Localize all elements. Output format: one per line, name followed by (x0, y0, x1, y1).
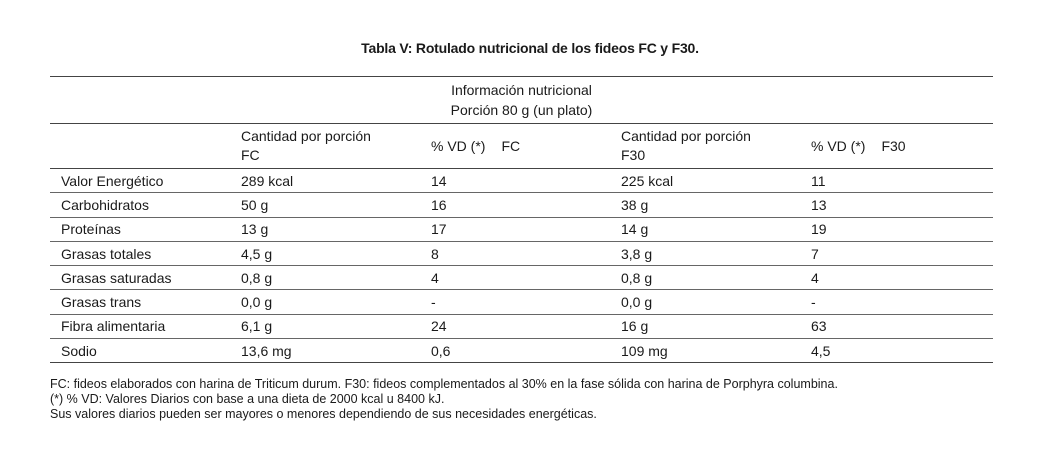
cell-f30-vd: 11 (800, 169, 993, 193)
cell-fc-amount: 4,5 g (230, 241, 420, 265)
col-header-fc-amount (230, 124, 420, 169)
cell-fc-vd: 0,6 (420, 339, 610, 363)
portion-label: Porción 80 g (un plato) (450, 102, 593, 118)
cell-fc-vd: 14 (420, 169, 610, 193)
table-row (50, 169, 993, 193)
cell-fc-amount: 0,8 g (230, 266, 420, 290)
cell-fc-vd: 24 (420, 314, 610, 338)
cell-nutrient: Fibra alimentaria (50, 314, 230, 338)
col-header-fc-amount-line1: Cantidad por porción (241, 128, 371, 144)
cell-nutrient: Grasas totales (50, 241, 230, 265)
info-title: Información nutricional (451, 82, 592, 98)
cell-f30-vd: 13 (800, 193, 993, 217)
cell-f30-vd: 4,5 (800, 339, 993, 363)
col-header-f30-amount-line2: F30 (621, 147, 646, 163)
cell-f30-amount: 225 kcal (610, 169, 800, 193)
cell-fc-vd: 16 (420, 193, 610, 217)
table-row (50, 314, 993, 338)
cell-fc-vd: - (420, 290, 610, 314)
cell-f30-amount: 16 g (610, 314, 800, 338)
cell-fc-amount: 6,1 g (230, 314, 420, 338)
cell-f30-amount: 3,8 g (610, 241, 800, 265)
cell-nutrient: Proteínas (50, 217, 230, 241)
cell-f30-vd: 63 (800, 314, 993, 338)
col-header-f30-vd-suffix: F30 (881, 137, 906, 154)
column-header-row (50, 124, 993, 169)
table-row (50, 193, 993, 217)
cell-fc-vd: 8 (420, 241, 610, 265)
col-header-f30-vd-label: % VD (*) (811, 137, 866, 154)
col-header-fc-vd-suffix: FC (501, 137, 521, 154)
cell-fc-vd: 4 (420, 266, 610, 290)
cell-f30-amount: 109 mg (610, 339, 800, 363)
footnote-abbreviations: FC: fideos elaborados con harina de Triticum durum. F30: fideos complementados al 30% en la fase sólida con harina de Porphyra columbina. (50, 377, 838, 391)
table-row (50, 241, 993, 265)
col-header-f30-amount (610, 124, 800, 169)
cell-f30-vd: 19 (800, 217, 993, 241)
nutrition-table (50, 76, 993, 363)
col-header-fc-vd (420, 124, 610, 169)
cell-nutrient: Carbohidratos (50, 193, 230, 217)
cell-f30-vd: 4 (800, 266, 993, 290)
cell-fc-vd: 17 (420, 217, 610, 241)
cell-f30-amount: 0,8 g (610, 266, 800, 290)
info-header-cell (50, 77, 993, 124)
col-header-fc-amount-line2: FC (241, 147, 260, 163)
cell-nutrient: Valor Energético (50, 169, 230, 193)
col-header-f30-amount-line1: Cantidad por porción (621, 128, 751, 144)
cell-f30-vd: - (800, 290, 993, 314)
cell-f30-amount: 14 g (610, 217, 800, 241)
cell-fc-amount: 0,0 g (230, 290, 420, 314)
cell-f30-amount: 0,0 g (610, 290, 800, 314)
cell-fc-amount: 289 kcal (230, 169, 420, 193)
col-header-nutrient (50, 124, 230, 169)
footnotes (50, 377, 838, 422)
cell-f30-vd: 7 (800, 241, 993, 265)
cell-nutrient: Sodio (50, 339, 230, 363)
col-header-f30-vd (800, 124, 993, 169)
table-row (50, 339, 993, 363)
table-row (50, 290, 993, 314)
table-row (50, 266, 993, 290)
table-row (50, 217, 993, 241)
col-header-fc-vd-label: % VD (*) (431, 137, 486, 154)
cell-nutrient: Grasas saturadas (50, 266, 230, 290)
cell-fc-amount: 50 g (230, 193, 420, 217)
cell-f30-amount: 38 g (610, 193, 800, 217)
footnote-disclaimer: Sus valores diarios pueden ser mayores o menores dependiendo de sus necesidades energéticas. (50, 407, 597, 421)
cell-nutrient: Grasas trans (50, 290, 230, 314)
cell-fc-amount: 13 g (230, 217, 420, 241)
nutrition-table-container (50, 76, 993, 363)
cell-fc-amount: 13,6 mg (230, 339, 420, 363)
table-body (50, 169, 993, 363)
info-header-row (50, 77, 993, 124)
footnote-vd-basis: (*) % VD: Valores Diarios con base a una dieta de 2000 kcal u 8400 kJ. (50, 392, 445, 406)
table-caption: Tabla V: Rotulado nutricional de los fideos FC y F30. (361, 40, 699, 56)
